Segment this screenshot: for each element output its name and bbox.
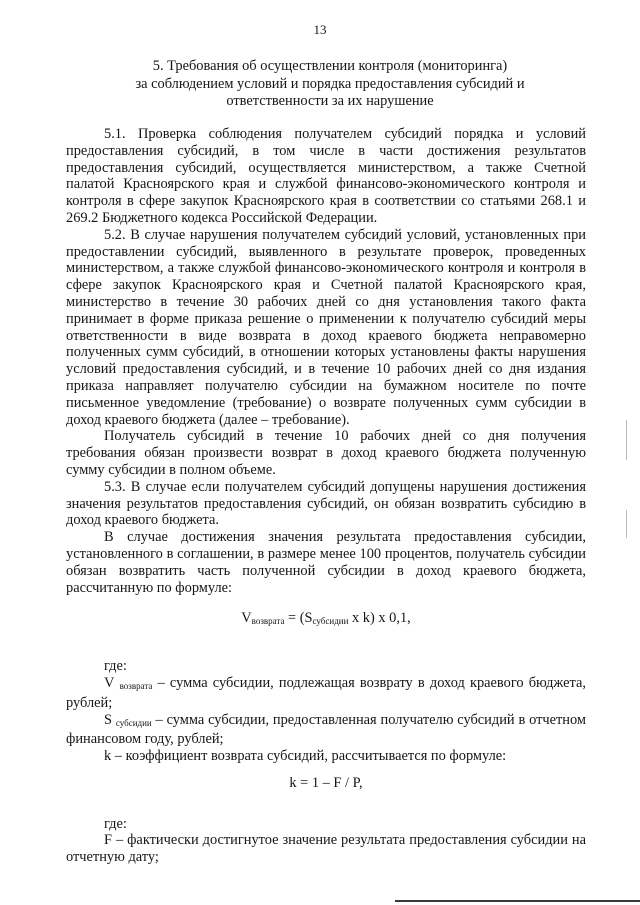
formula-v: V (241, 610, 252, 627)
def-s-text: – сумма субсидии, предоставленная получателю субсидий в отчетном финансовом году, рублей; (66, 711, 586, 748)
where-label-1: где: (104, 658, 127, 675)
heading-line-2: за соблюдением условий и порядка предоставления субсидий и (135, 75, 525, 92)
paragraph-5-3: 5.3. В случае если получателем субсидий допущены нарушения достижения значения результатов предоставления субсидий, он обязан возвратить субсидию в доход краевого бюджета. (66, 478, 586, 529)
document-body (66, 126, 586, 866)
heading-line-1: 5. Требования об осуществлении контроля (мониторинга) (152, 58, 508, 74)
def-v-subscript: возврата (119, 680, 153, 691)
page-number: 13 (313, 22, 327, 37)
def-s-subscript: субсидии (115, 717, 152, 728)
definition-v (66, 675, 586, 712)
definition-k: k – коэффициент возврата субсидий, рассчитывается по формуле: (104, 748, 507, 765)
return-amount-formula (66, 610, 586, 630)
definition-f: F – фактически достигнутое значение результата предоставления субсидии на отчетную дату; (66, 832, 586, 866)
paragraph-5-1: 5.1. Проверка соблюдения получателем субсидий порядка и условий предоставления субсидий, в том числе в части достижения результатов предоставления субсидий, осуществляется министерством, а также Счетной палатой Красноярского края и службой финансово-экономического контроля и контроля в сфере закупок Красноярского края в соответствии со статьями 268.1 и 269.2 Бюджетного кодекса Российской Федерации. (66, 126, 586, 226)
definition-s (66, 712, 586, 749)
heading-line-3: ответственности за их нарушение (226, 93, 434, 109)
spacer (66, 804, 586, 816)
formula-v-subscript: возврата (251, 616, 285, 627)
def-s-symbol: S (104, 711, 113, 728)
def-v-text: – сумма субсидии, подлежащая возврату в доход краевого бюджета, рублей; (66, 674, 586, 711)
def-v-symbol: V (104, 674, 115, 691)
paragraph-5-2: 5.2. В случае нарушения получателем субсидий условий, установленных при предоставлении субсидий, выявленного в результате проверок, проведенных министерством, а также службой финансово-экономического контроля и контроля в сфере закупок Красноярского края и Счетной палатой Красноярского края, министерство в течение 30 рабочих дней со дня установления такого факта принимает в форме приказа решение о применении к получателю субсидий меры ответственности в виде возврата в доход краевого бюджета неправомерно полученных сумм субсидий, в отношении которых установлены факты нарушения условий предоставления субсидий, и в течение 10 рабочих дней со дня издания приказа направляет получателю субсидии на бумажном носителе по почте письменное уведомление (требование) о возврате полученных сумм субсидии в доход краевого бюджета (далее – требование). (66, 226, 586, 428)
scan-margin-mark (626, 420, 627, 460)
section-heading (70, 58, 590, 111)
coefficient-formula: k = 1 – F / P, (289, 774, 363, 791)
paragraph-partial-return: В случае достижения значения результата предоставления субсидии, установленного в соглашении, в размере менее 100 процентов, получатель субсидии обязан возвратить часть полученной субсидии в доход краевого бюджета, рассчитанную по формуле: (66, 529, 586, 596)
spacer (66, 642, 586, 658)
where-label-2: где: (104, 815, 127, 832)
formula-tail: x k) x 0,1, (348, 610, 411, 627)
scan-bottom-line (395, 900, 640, 902)
scan-margin-mark (626, 510, 627, 538)
paragraph-return-deadline: Получатель субсидий в течение 10 рабочих дней со дня получения требования обязан произвести возврат в доход краевого бюджета полученную сумму субсидии в полном объеме. (66, 428, 586, 478)
formula-mid: = (S (284, 610, 313, 627)
formula-s-subscript: субсидии (312, 616, 349, 627)
